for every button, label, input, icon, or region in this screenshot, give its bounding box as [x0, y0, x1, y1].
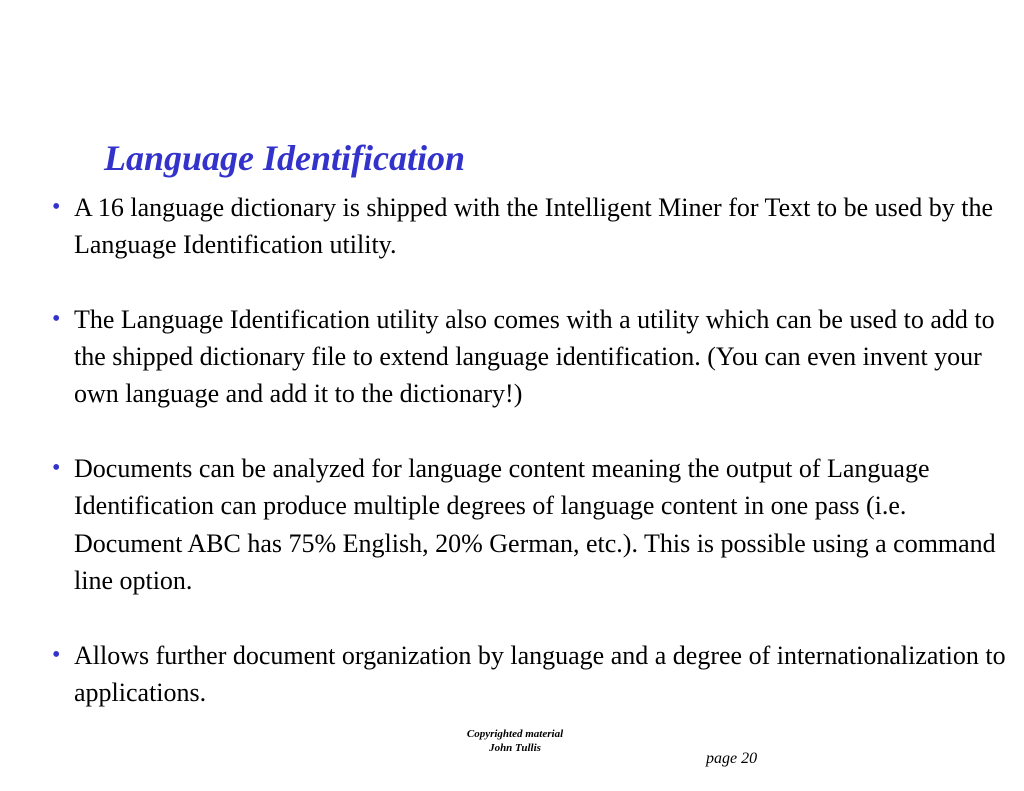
bullet-text: The Language Identification utility also comes with a utility which can be used to add to the shipped dictionary file to extend language identification. (You can even invent your own language and add it to the dictionary!)	[74, 304, 995, 409]
bullet-icon: •	[52, 455, 61, 482]
copyright-notice	[440, 727, 590, 755]
bullet-icon: •	[52, 194, 61, 220]
bullet-text: A 16 language dictionary is shipped with the Intelligent Miner for Text to be used by the Language Identification utility.	[74, 193, 994, 260]
copyright-line: Copyrighted material	[466, 728, 564, 740]
bullet-item-analysis	[48, 450, 1020, 599]
bullet-icon: •	[52, 305, 61, 332]
bullet-item-organization	[48, 637, 1020, 712]
page-number: page 20	[706, 750, 758, 767]
bullet-item-utility	[48, 301, 1020, 413]
bullet-list	[48, 189, 1020, 711]
bullet-icon: •	[52, 641, 61, 668]
slide-title: Language Identification	[104, 138, 466, 178]
bullet-text: Documents can be analyzed for language content meaning the output of Language Identification can produce multiple degrees of language content in one pass (i.e. Document ABC has 75% English, 20% German, etc.). This is possible using a command line option.	[74, 454, 996, 595]
bullet-text: Allows further document organization by language and a degree of internationalization to applications.	[74, 640, 1006, 707]
bullet-item-dictionary	[48, 189, 1020, 264]
author-line: John Tullis	[489, 742, 541, 754]
